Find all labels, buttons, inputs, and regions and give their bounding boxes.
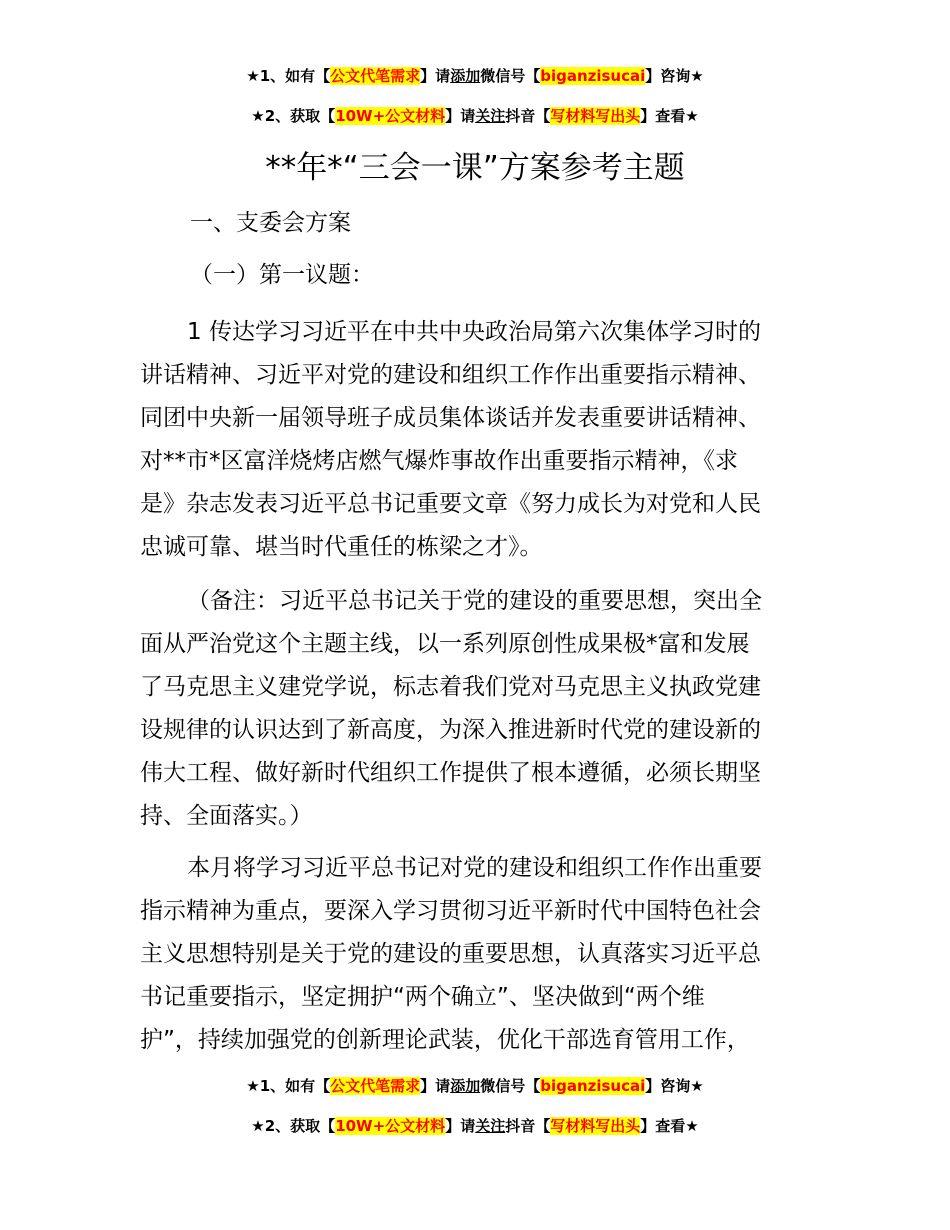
- promo-underline: 关注: [475, 1117, 506, 1135]
- paragraph-line: 持、全面落实。）: [140, 803, 313, 829]
- promo-text: 】请: [420, 67, 451, 85]
- promo-line-1-bottom: [0, 1076, 950, 1096]
- promo-highlight: biganzisucai: [540, 67, 646, 85]
- promo-text: 抖音【: [505, 107, 551, 125]
- promo-highlight: 10W+公文材料: [335, 107, 446, 125]
- promo-line-2-top: [0, 106, 950, 126]
- promo-text: 】请: [445, 1117, 476, 1135]
- promo-text: 微信号【: [480, 67, 541, 85]
- promo-highlight: 公文代笔需求: [330, 1077, 421, 1095]
- paragraph-2-note: [140, 580, 820, 838]
- paragraph-1: [140, 311, 820, 569]
- promo-underline: 关注: [475, 107, 506, 125]
- paragraph-line: 同团中央新一届领导班子成员集体谈话并发表重要讲话精神、: [140, 405, 761, 431]
- paragraph-3: [140, 847, 820, 1062]
- paragraph-line: （备注：习近平总书记关于党的建设的重要思想，突出全: [187, 588, 762, 614]
- promo-text: 微信号【: [480, 1077, 541, 1095]
- paragraph-line: 讲话精神、习近平对党的建设和组织工作作出重要指示精神、: [140, 362, 761, 388]
- promo-text: 】查看★: [640, 107, 699, 125]
- paragraph-line: 指示精神为重点，要深入学习贯彻习近平新时代中国特色社会: [140, 898, 761, 924]
- paragraph-line: 护”，持续加强党的创新理论武装，优化干部选育管用工作，: [140, 1027, 750, 1053]
- paragraph-line: 忠诚可靠、堪当时代重任的栋梁之才》。: [140, 534, 543, 560]
- paragraph-line: 书记重要指示，坚定拥护“两个确立”、坚决做到“两个维: [140, 984, 705, 1010]
- promo-text: ★2、获取【: [251, 107, 336, 125]
- paragraph-line: 了马克思主义建党学说，标志着我们党对马克思主义执政党建: [140, 674, 761, 700]
- promo-underline: 添加: [450, 1077, 481, 1095]
- promo-line-2-bottom: [0, 1116, 950, 1136]
- promo-text: 抖音【: [505, 1117, 551, 1135]
- promo-highlight: 10W+公文材料: [335, 1117, 446, 1135]
- paragraph-line: 设规律的认识达到了新高度，为深入推进新时代党的建设新的: [140, 717, 761, 743]
- promo-text: ★2、获取【: [251, 1117, 336, 1135]
- paragraph-line: 1 传达学习习近平在中共中央政治局第六次集体学习时的: [187, 319, 761, 345]
- promo-text: 】咨询★: [645, 67, 704, 85]
- promo-line-1-top: [0, 66, 950, 86]
- section-heading: 一、支委会方案: [190, 210, 351, 236]
- promo-highlight: 公文代笔需求: [330, 67, 421, 85]
- promo-text: 】请: [445, 107, 476, 125]
- subsection-heading: （一）第一议题：: [190, 262, 374, 288]
- paragraph-line: 主义思想特别是关于党的建设的重要思想，认真落实习近平总: [140, 941, 761, 967]
- promo-highlight: 写材料写出头: [550, 1117, 641, 1135]
- paragraph-line: 面从严治党这个主题主线，以一系列原创性成果极*富和发展: [140, 631, 750, 657]
- paragraph-line: 伟大工程、做好新时代组织工作提供了根本遵循，必须长期坚: [140, 760, 761, 786]
- promo-underline: 添加: [450, 67, 481, 85]
- paragraph-line: 是》杂志发表习近平总书记重要文章《努力成长为对党和人民: [140, 491, 761, 517]
- promo-highlight: biganzisucai: [540, 1077, 646, 1095]
- promo-text: 】查看★: [640, 1117, 699, 1135]
- promo-text: ★1、如有【: [246, 1077, 331, 1095]
- promo-text: 】请: [420, 1077, 451, 1095]
- paragraph-line: 本月将学习习近平总书记对党的建设和组织工作作出重要: [187, 855, 762, 881]
- promo-text: ★1、如有【: [246, 67, 331, 85]
- paragraph-line: 对**市*区富洋烧烤店燃气爆炸事故作出重要指示精神，《求: [140, 448, 738, 474]
- document-title: **年*“三会一课”方案参考主题: [265, 150, 685, 186]
- promo-text: 】咨询★: [645, 1077, 704, 1095]
- promo-highlight: 写材料写出头: [550, 107, 641, 125]
